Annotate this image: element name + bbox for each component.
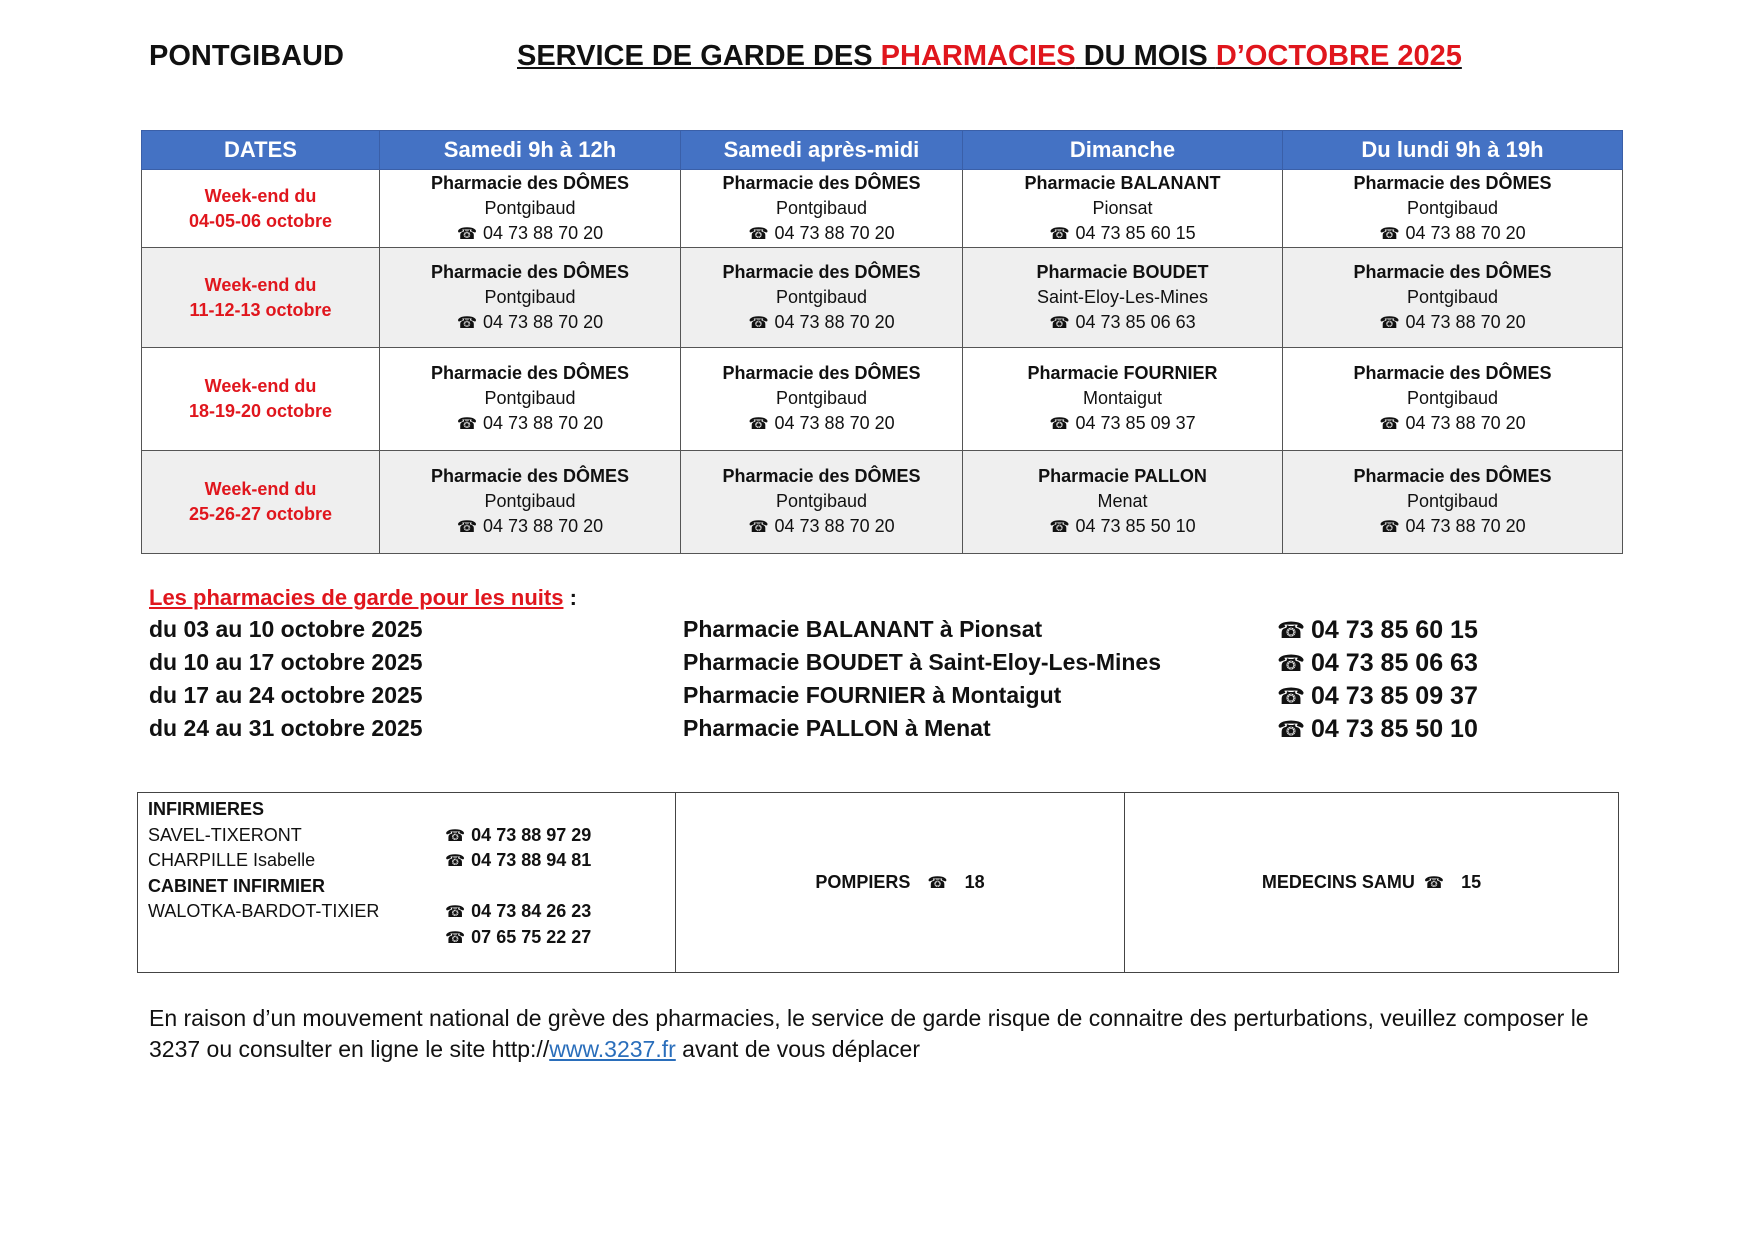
nurse-entry xyxy=(148,848,675,874)
title-highlight-month: D’OCTOBRE 2025 xyxy=(1215,40,1462,72)
night-phone-line xyxy=(1277,682,1478,711)
samu-label: MEDECINS SAMU xyxy=(1261,872,1415,892)
night-row xyxy=(149,649,1649,682)
column-header-saturday-morning: Samedi 9h à 12h xyxy=(380,131,681,170)
pharmacy-phone: 04 73 88 70 20 xyxy=(774,222,895,243)
nights-title-text: Les pharmacies de garde pour les nuits xyxy=(149,585,564,610)
cabinet-entry xyxy=(148,899,675,925)
date-range: 04-05-06 octobre xyxy=(188,210,333,231)
table-row xyxy=(142,348,1623,451)
pharmacy-cell xyxy=(681,451,963,554)
pharmacy-cell xyxy=(963,170,1283,248)
notice-link[interactable]: www.3237.fr xyxy=(549,1036,676,1062)
pharmacy-phone: 04 73 88 70 20 xyxy=(483,413,604,433)
pharmacy-phone: 04 73 85 06 63 xyxy=(1075,311,1196,332)
night-phone-line xyxy=(1277,649,1478,678)
phone-icon: ☎ xyxy=(748,224,769,243)
pharmacy-city: Pontgibaud xyxy=(775,286,868,307)
phone-icon: ☎ xyxy=(445,928,466,947)
pharmacy-city: Pontgibaud xyxy=(484,491,576,511)
phone-icon: ☎ xyxy=(1049,224,1070,243)
night-phone: 04 73 85 60 15 xyxy=(1311,616,1478,644)
table-row xyxy=(142,170,1623,248)
phone-icon: ☎ xyxy=(445,852,466,870)
firefighters-label: POMPIERS xyxy=(815,872,911,892)
pharmacy-cell xyxy=(963,248,1283,348)
pharmacy-phone-line xyxy=(681,514,962,540)
pharmacy-phone: 04 73 85 09 37 xyxy=(1075,413,1196,433)
date-cell xyxy=(142,248,380,348)
nurse-name: SAVEL-TIXERONT xyxy=(148,824,302,845)
nurse-phone-line xyxy=(445,823,591,850)
pharmacy-cell xyxy=(681,348,963,451)
pharmacy-city: Pontgibaud xyxy=(1406,286,1499,307)
phone-icon: ☎ xyxy=(445,903,466,921)
samu-number: 15 xyxy=(1461,872,1482,892)
phone-icon: ☎ xyxy=(1049,415,1070,433)
date-range: 18-19-20 octobre xyxy=(188,401,333,421)
date-label: Week-end du xyxy=(204,185,317,206)
pharmacy-phone: 04 73 88 70 20 xyxy=(1405,311,1526,332)
pharmacy-cell xyxy=(963,348,1283,451)
nurse-entry xyxy=(148,823,675,849)
night-period: du 03 au 10 octobre 2025 xyxy=(149,616,423,642)
phone-icon: ☎ xyxy=(1049,313,1070,332)
phone-icon: ☎ xyxy=(1379,313,1400,332)
pharmacy-phone: 04 73 88 70 20 xyxy=(774,311,895,332)
town-name: PONTGIBAUD xyxy=(149,40,344,72)
pharmacy-city: Menat xyxy=(1097,491,1148,511)
pharmacy-cell xyxy=(380,248,681,348)
column-header-dates: DATES xyxy=(142,131,380,170)
cabinet-phone-line xyxy=(445,925,591,952)
cabinet-phone: 04 73 84 26 23 xyxy=(471,901,592,921)
phone-icon: ☎ xyxy=(1277,651,1306,676)
pharmacy-city: Pontgibaud xyxy=(1406,197,1499,218)
pharmacy-name: Pharmacie des DÔMES xyxy=(430,172,630,193)
pharmacy-cell xyxy=(1283,348,1623,451)
pharmacy-cell xyxy=(1283,170,1623,248)
notice-text-end: avant de vous déplacer xyxy=(675,1036,920,1062)
phone-icon: ☎ xyxy=(1423,874,1445,892)
samu-cell xyxy=(1125,793,1619,973)
cabinet-title: CABINET INFIRMIER xyxy=(148,875,325,896)
pharmacy-phone-line xyxy=(1283,310,1622,336)
pharmacy-city: Pontgibaud xyxy=(484,388,576,408)
pharmacy-phone: 04 73 88 70 20 xyxy=(774,413,895,433)
pharmacy-name: Pharmacie PALLON xyxy=(1038,466,1207,486)
night-row xyxy=(149,715,1649,748)
pharmacy-name: Pharmacie des DÔMES xyxy=(722,363,921,383)
phone-icon: ☎ xyxy=(1277,684,1306,709)
nurse-phone: 04 73 88 94 81 xyxy=(471,850,592,870)
night-row xyxy=(149,682,1649,715)
nurse-name: CHARPILLE Isabelle xyxy=(148,850,316,870)
phone-icon: ☎ xyxy=(456,415,478,433)
date-cell xyxy=(142,451,380,554)
pharmacy-city: Pontgibaud xyxy=(775,388,868,408)
night-period: du 17 au 24 octobre 2025 xyxy=(149,682,423,708)
pharmacy-name: Pharmacie BOUDET xyxy=(1036,261,1209,282)
pharmacy-name: Pharmacie des DÔMES xyxy=(1353,261,1552,282)
column-header-sunday: Dimanche xyxy=(963,131,1283,170)
pharmacy-cell xyxy=(1283,451,1623,554)
pharmacy-phone-line xyxy=(681,221,962,247)
pharmacy-name: Pharmacie des DÔMES xyxy=(1353,172,1552,193)
phone-icon: ☎ xyxy=(748,313,769,332)
phone-icon: ☎ xyxy=(456,518,478,536)
date-cell xyxy=(142,170,380,248)
pharmacy-name: Pharmacie des DÔMES xyxy=(1353,363,1552,383)
pharmacy-phone-line xyxy=(963,514,1282,540)
nurses-cell xyxy=(138,793,676,973)
pharmacy-phone: 04 73 88 70 20 xyxy=(483,222,604,243)
pharmacy-name: Pharmacie des DÔMES xyxy=(430,466,630,486)
pharmacy-phone-line xyxy=(380,514,680,540)
pharmacy-phone: 04 73 88 70 20 xyxy=(1405,516,1526,536)
night-pharmacy: Pharmacie BOUDET à Saint-Eloy-Les-Mines xyxy=(683,649,1162,675)
cabinet-phone: 07 65 75 22 27 xyxy=(471,926,592,947)
phone-icon: ☎ xyxy=(456,313,478,332)
night-period: du 24 au 31 octobre 2025 xyxy=(149,715,423,741)
contacts-table xyxy=(137,792,1619,973)
night-phone-line xyxy=(1277,715,1478,744)
table-row xyxy=(142,248,1623,348)
pharmacy-city: Montaigut xyxy=(1082,388,1163,408)
phone-icon: ☎ xyxy=(1277,618,1306,643)
firefighters-number: 18 xyxy=(964,872,985,892)
pharmacy-phone-line xyxy=(681,310,962,336)
pharmacy-name: Pharmacie des DÔMES xyxy=(722,172,921,193)
phone-icon: ☎ xyxy=(1379,415,1400,433)
nurses-title: INFIRMIERES xyxy=(148,799,265,819)
pharmacy-phone-line xyxy=(1283,514,1622,540)
pharmacy-cell xyxy=(380,451,681,554)
pharmacy-phone: 04 73 88 70 20 xyxy=(483,516,604,536)
date-range: 25-26-27 octobre xyxy=(188,504,333,524)
pharmacy-name: Pharmacie des DÔMES xyxy=(722,466,921,486)
title-part1: SERVICE DE GARDE DES xyxy=(517,40,881,72)
cabinet-entry xyxy=(148,925,675,951)
pharmacy-cell xyxy=(963,451,1283,554)
pharmacy-phone: 04 73 88 70 20 xyxy=(1405,222,1526,243)
pharmacy-city: Pontgibaud xyxy=(1406,491,1499,511)
phone-icon: ☎ xyxy=(1379,224,1400,243)
night-pharmacy: Pharmacie FOURNIER à Montaigut xyxy=(683,682,1062,708)
pharmacy-phone: 04 73 88 70 20 xyxy=(1405,413,1526,433)
nights-section-title xyxy=(149,585,577,611)
cabinet-name: WALOTKA-BARDOT-TIXIER xyxy=(148,901,380,921)
night-phone-line xyxy=(1277,616,1478,645)
pharmacy-phone-line xyxy=(681,411,962,437)
pharmacy-city: Pionsat xyxy=(1092,197,1153,218)
phone-icon: ☎ xyxy=(456,224,478,243)
nights-title-suffix: : xyxy=(563,585,577,610)
pharmacy-cell xyxy=(380,170,681,248)
pharmacy-name: Pharmacie BALANANT xyxy=(1024,172,1221,193)
night-phone: 04 73 85 09 37 xyxy=(1311,682,1478,710)
pharmacy-city: Saint-Eloy-Les-Mines xyxy=(1036,286,1209,307)
pharmacy-phone-line xyxy=(1283,411,1622,437)
pharmacy-city: Pontgibaud xyxy=(775,197,868,218)
schedule-header-row xyxy=(142,131,1623,170)
title-highlight-pharmacies: PHARMACIES xyxy=(880,40,1076,72)
column-header-saturday-afternoon: Samedi après-midi xyxy=(681,131,963,170)
phone-icon: ☎ xyxy=(1049,518,1070,536)
pharmacy-name: Pharmacie des DÔMES xyxy=(722,261,921,282)
night-period: du 10 au 17 octobre 2025 xyxy=(149,649,423,675)
night-phone: 04 73 85 50 10 xyxy=(1311,715,1478,743)
pharmacy-city: Pontgibaud xyxy=(484,286,576,307)
pharmacy-phone-line xyxy=(963,221,1282,247)
schedule-table xyxy=(141,130,1623,554)
pharmacy-phone-line xyxy=(380,310,680,336)
pharmacy-cell xyxy=(681,248,963,348)
pharmacy-phone-line xyxy=(380,411,680,437)
pharmacy-cell xyxy=(380,348,681,451)
date-label: Week-end du xyxy=(204,274,317,295)
title-part2: DU MOIS xyxy=(1075,40,1216,72)
night-pharmacy: Pharmacie BALANANT à Pionsat xyxy=(683,616,1043,642)
pharmacy-phone-line xyxy=(380,221,680,247)
pharmacy-city: Pontgibaud xyxy=(775,491,868,511)
pharmacy-cell xyxy=(1283,248,1623,348)
nurse-phone: 04 73 88 97 29 xyxy=(471,824,592,845)
pharmacy-phone-line xyxy=(963,310,1282,336)
pharmacy-cell xyxy=(681,170,963,248)
phone-icon: ☎ xyxy=(927,874,948,892)
pharmacy-name: Pharmacie des DÔMES xyxy=(1353,466,1552,486)
night-row xyxy=(149,616,1649,649)
pharmacy-city: Pontgibaud xyxy=(484,197,576,218)
phone-icon: ☎ xyxy=(1379,518,1400,536)
pharmacy-city: Pontgibaud xyxy=(1406,388,1499,408)
date-label: Week-end du xyxy=(204,376,317,396)
pharmacy-phone-line xyxy=(963,411,1282,437)
firefighters-cell xyxy=(676,793,1125,973)
pharmacy-name: Pharmacie des DÔMES xyxy=(430,261,630,282)
page-title xyxy=(517,40,1462,73)
phone-icon: ☎ xyxy=(748,518,769,536)
pharmacy-phone-line xyxy=(1283,221,1622,247)
date-cell xyxy=(142,348,380,451)
phone-icon: ☎ xyxy=(445,826,466,845)
table-row xyxy=(142,451,1623,554)
strike-notice xyxy=(149,1003,1619,1065)
night-phone: 04 73 85 06 63 xyxy=(1311,649,1478,677)
pharmacy-phone: 04 73 88 70 20 xyxy=(483,311,604,332)
pharmacy-name: Pharmacie FOURNIER xyxy=(1027,363,1218,383)
pharmacy-phone: 04 73 85 60 15 xyxy=(1075,222,1196,243)
phone-icon: ☎ xyxy=(748,415,769,433)
night-pharmacy: Pharmacie PALLON à Menat xyxy=(683,715,991,741)
column-header-weekdays: Du lundi 9h à 19h xyxy=(1283,131,1623,170)
pharmacy-phone: 04 73 88 70 20 xyxy=(774,516,895,536)
pharmacy-phone: 04 73 85 50 10 xyxy=(1075,516,1196,536)
pharmacy-name: Pharmacie des DÔMES xyxy=(430,363,630,383)
notice-text: En raison d’un mouvement national de grève des pharmacies, le service de garde risque de connaitre des perturbations, veuillez composer le 3237 ou consulter en ligne le site http:// xyxy=(149,1005,1589,1062)
date-label: Week-end du xyxy=(204,479,317,499)
nurse-phone-line xyxy=(445,848,591,875)
cabinet-phone-line xyxy=(445,899,591,926)
phone-icon: ☎ xyxy=(1277,717,1306,742)
date-range: 11-12-13 octobre xyxy=(189,299,332,320)
